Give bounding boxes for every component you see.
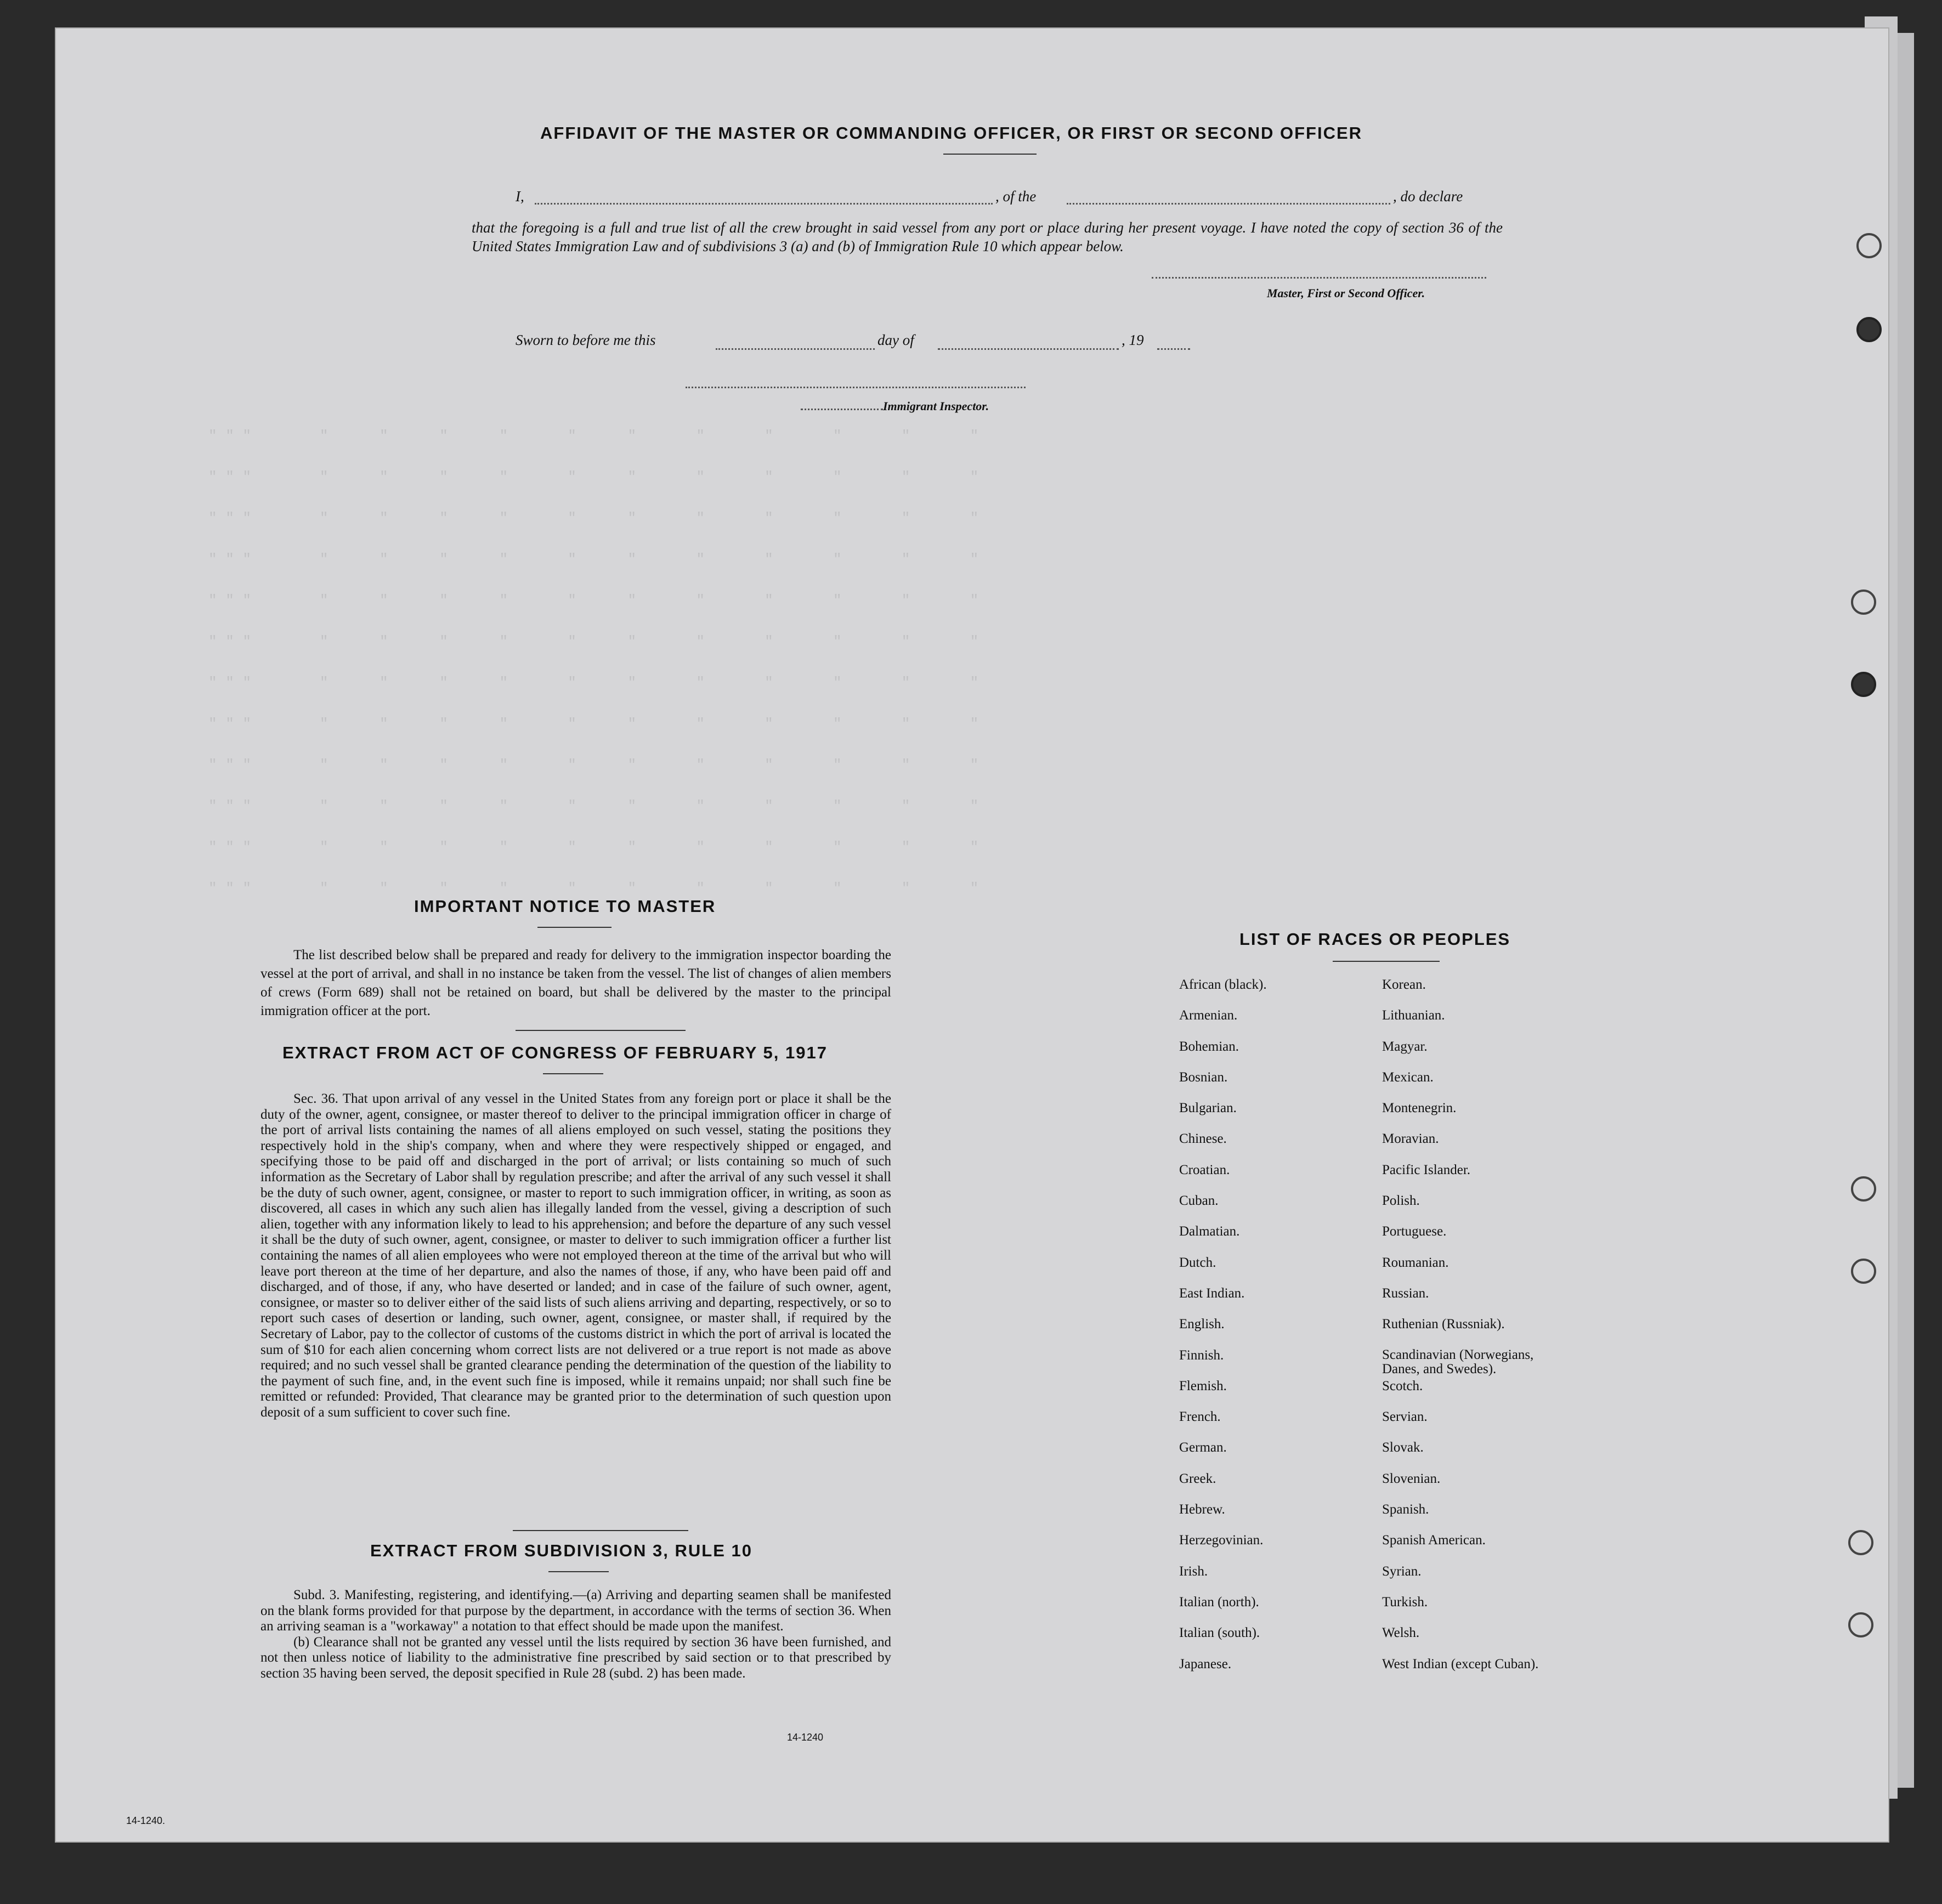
race-item: Bohemian. (1179, 1039, 1239, 1054)
extract-act-text (261, 1091, 891, 1420)
binder-hole-icon (1851, 1259, 1876, 1284)
race-item: Japanese. (1179, 1656, 1232, 1671)
bleed-through-text: " " " " " " " " " " " " " " (208, 798, 979, 814)
rule-paragraph-b: (b) Clearance shall not be granted any vessel until the lists required by section 36 have been furnished, and not then unless notice of liability to the administrative fine prescribed by said section or to that prescribed by section 35 having been served, the deposit specified in Rule 28 (subd. 2) has been made. (261, 1634, 891, 1681)
divider (516, 1030, 686, 1031)
bleed-through-text: " " " " " " " " " " " " " " (208, 675, 979, 691)
vessel-blank (1067, 203, 1390, 205)
binder-hole-icon (1856, 233, 1882, 258)
day-of-label: day of (877, 332, 914, 348)
race-item: Bulgarian. (1179, 1101, 1237, 1116)
divider (543, 1073, 603, 1074)
race-item: Flemish. (1179, 1378, 1227, 1393)
race-item: Ruthenian (Russniak). (1382, 1317, 1505, 1332)
bleed-through-text: " " " " " " " " " " " " " " (208, 469, 979, 485)
form-number: 14-1240 (787, 1732, 824, 1743)
race-item: Cuban. (1179, 1193, 1219, 1209)
bleed-through-text: " " " " " " " " " " " " " " (208, 592, 979, 609)
bleed-through-text: " " " " " " " " " " " " " " (208, 716, 979, 732)
race-item: Irish. (1179, 1563, 1208, 1579)
form-number-corner: 14-1240. (126, 1815, 166, 1826)
race-item: French. (1179, 1409, 1221, 1425)
divider (537, 927, 612, 928)
race-item: Dalmatian. (1179, 1224, 1240, 1239)
race-item: Slovenian. (1382, 1471, 1441, 1486)
inspector-blank (801, 409, 883, 410)
race-item: Italian (north). (1179, 1594, 1259, 1610)
divider (513, 1530, 688, 1531)
extract-act-paragraph: Sec. 36. That upon arrival of any vessel in the United States from any foreign port or place it shall be the duty of the owner, agent, consignee, or master thereof to deliver to the principal immigration officer in charge of the port of arrival lists containing the names of all aliens employed on such vessel, stating the positions they respectively hold in the ship's company, when and where they were respectively shipped or engaged, and specifying those to be paid off and discharged in the port of arrival; or lists containing so much of such information as the Secretary of Labor shall by regulation prescribe; and after the arrival of any such vessel it shall be the duty of such owner, agent, consignee, or master to report to such immigration officer, in writing, as soon as discovered, all cases in which any such alien has illegally landed from the vessel, giving a description of such alien, together with any information likely to lead to his apprehension; and before the departure of any such vessel it shall be the duty of such owner, agent, consignee, or master to deliver to such immigration officer a further list containing the names of all alien employees who were not employed thereon at the time of the arrival but who will leave port thereon at the time of her departure, and also the names of those, if any, who have been paid off and discharged, and of those, if any, who have deserted or landed; and in case of the failure of such owner, agent, consignee, or master so to deliver either of the said lists of such aliens arriving and departing, respectively, or so to report such cases of desertion or landing, such owner, agent, consignee, or master shall, if required by the Secretary of Labor, pay to the collector of customs of the customs district in which the port of arrival is located the sum of $10 for each alien concerning whom correct lists are not delivered or a true report is not made as above required; and no such vessel shall be granted clearance pending the determination of the question of the liability to the payment of such fine, and, in the event such fine is imposed, while it remains unpaid; nor shall such fine be remitted or refunded: Provided, That clearance may be granted prior to the determination of such question upon deposit of a sum sufficient to cover such fine. (261, 1091, 891, 1420)
race-item: Herzegovinian. (1179, 1533, 1264, 1548)
race-item: African (black). (1179, 977, 1267, 992)
race-item: English. (1179, 1317, 1225, 1332)
race-item: Lithuanian. (1382, 1008, 1445, 1023)
bleed-through-text: " " " " " " " " " " " " " " (208, 551, 979, 568)
race-item: Servian. (1382, 1409, 1428, 1425)
races-right-column (1382, 977, 1563, 1687)
race-item: Scandinavian (Norwegians, Danes, and Swedes). (1382, 1347, 1534, 1376)
notice-text (261, 946, 891, 1021)
race-item: Dutch. (1179, 1255, 1216, 1270)
race-item: Polish. (1382, 1193, 1420, 1209)
affidavit-title: AFFIDAVIT OF THE MASTER OR COMMANDING OFFICER, OR FIRST OR SECOND OFFICER (540, 123, 1363, 143)
race-item: East Indian. (1179, 1285, 1245, 1301)
race-item: Magyar. (1382, 1039, 1428, 1054)
sworn-label: Sworn to before me this (516, 332, 656, 348)
race-item: German. (1179, 1440, 1227, 1455)
race-item: Bosnian. (1179, 1069, 1228, 1085)
race-item: Syrian. (1382, 1563, 1422, 1579)
extract-act-title: EXTRACT FROM ACT OF CONGRESS OF FEBRUARY 5, 1917 (282, 1043, 828, 1062)
bleed-through-text: " " " " " " " " " " " " " " (208, 633, 979, 650)
races-title: LIST OF RACES OR PEOPLES (1239, 930, 1511, 949)
divider (943, 154, 1037, 155)
binder-hole-icon (1856, 317, 1882, 342)
bleed-through-text: " " " " " " " " " " " " " " (208, 880, 979, 897)
affidavit-body: that the foregoing is a full and true list of all the crew brought in said vessel from any port or place during her present voyage. I have noted the copy of section 36 of the United States Immigration Law and of subdivisions 3 (a) and (b) of Immigration Rule 10 which appear below. (472, 219, 1503, 254)
divider (1333, 961, 1440, 962)
race-item: Welsh. (1382, 1625, 1420, 1641)
race-item: Slovak. (1382, 1440, 1424, 1455)
race-item: Korean. (1382, 977, 1426, 992)
race-item: Spanish American. (1382, 1533, 1486, 1548)
race-item: West Indian (except Cuban). (1382, 1656, 1539, 1671)
inspector-label: Immigrant Inspector. (883, 399, 989, 413)
binder-hole-icon (1851, 590, 1876, 615)
year-blank (1157, 348, 1190, 350)
race-item: Portuguese. (1382, 1224, 1447, 1239)
name-blank (535, 203, 993, 205)
race-item: Italian (south). (1179, 1625, 1260, 1641)
inspector-blank (686, 387, 1026, 388)
race-item: Roumanian. (1382, 1255, 1449, 1270)
rule-paragraph-a: Subd. 3. Manifesting, registering, and identifying.—(a) Arriving and departing seamen shall be manifested on the blank forms provided for that purpose by the department, in accordance with the terms of section 36. When an arriving seaman is a "workaway" a notation to that effect should be made upon the manifest. (261, 1588, 891, 1634)
race-item: Mexican. (1382, 1069, 1434, 1085)
bleed-through-text: " " " " " " " " " " " " " " (208, 757, 979, 773)
affidavit-declare: , do declare (1393, 188, 1463, 205)
signature-label: Master, First or Second Officer. (1267, 286, 1425, 300)
affidavit-i: I, (516, 188, 524, 205)
notice-title: IMPORTANT NOTICE TO MASTER (414, 897, 716, 916)
binder-hole-icon (1848, 1612, 1873, 1637)
bleed-through-text: " " " " " " " " " " " " " " (208, 839, 979, 855)
race-item: Scotch. (1382, 1378, 1423, 1393)
document-page (55, 27, 1889, 1843)
race-item: Hebrew. (1179, 1502, 1225, 1517)
divider (548, 1571, 609, 1572)
binder-hole-icon (1848, 1530, 1873, 1555)
signature-blank (1152, 277, 1486, 279)
year-label: , 19 (1122, 332, 1144, 348)
race-item: Montenegrin. (1382, 1101, 1457, 1116)
race-item: Finnish. (1179, 1347, 1224, 1363)
affidavit-of-the: , of the (995, 188, 1037, 205)
race-item: Armenian. (1179, 1008, 1238, 1023)
race-item: Chinese. (1179, 1131, 1227, 1147)
month-blank (938, 348, 1119, 350)
bleed-through-text: " " " " " " " " " " " " " " (208, 428, 979, 444)
race-item: Greek. (1179, 1471, 1216, 1486)
race-item: Croatian. (1179, 1162, 1230, 1177)
race-item: Spanish. (1382, 1502, 1429, 1517)
notice-paragraph: The list described below shall be prepared and ready for delivery to the immigration inspector boarding the vessel at the port of arrival, and shall in no instance be taken from the vessel. The list of changes of alien members of crews (Form 689) shall not be retained on board, but shall be delivered by the master to the principal immigration officer at the port. (261, 948, 891, 1018)
binder-hole-icon (1851, 672, 1876, 697)
bleed-through-text: " " " " " " " " " " " " " " (208, 510, 979, 526)
race-item: Moravian. (1382, 1131, 1439, 1147)
extract-rule-text (261, 1588, 891, 1681)
binder-hole-icon (1851, 1176, 1876, 1202)
race-item: Pacific Islander. (1382, 1162, 1471, 1177)
race-item: Russian. (1382, 1285, 1429, 1301)
races-left-column (1179, 977, 1267, 1687)
extract-rule-title: EXTRACT FROM SUBDIVISION 3, RULE 10 (370, 1541, 752, 1560)
race-item: Turkish. (1382, 1594, 1428, 1610)
day-blank (716, 348, 875, 350)
